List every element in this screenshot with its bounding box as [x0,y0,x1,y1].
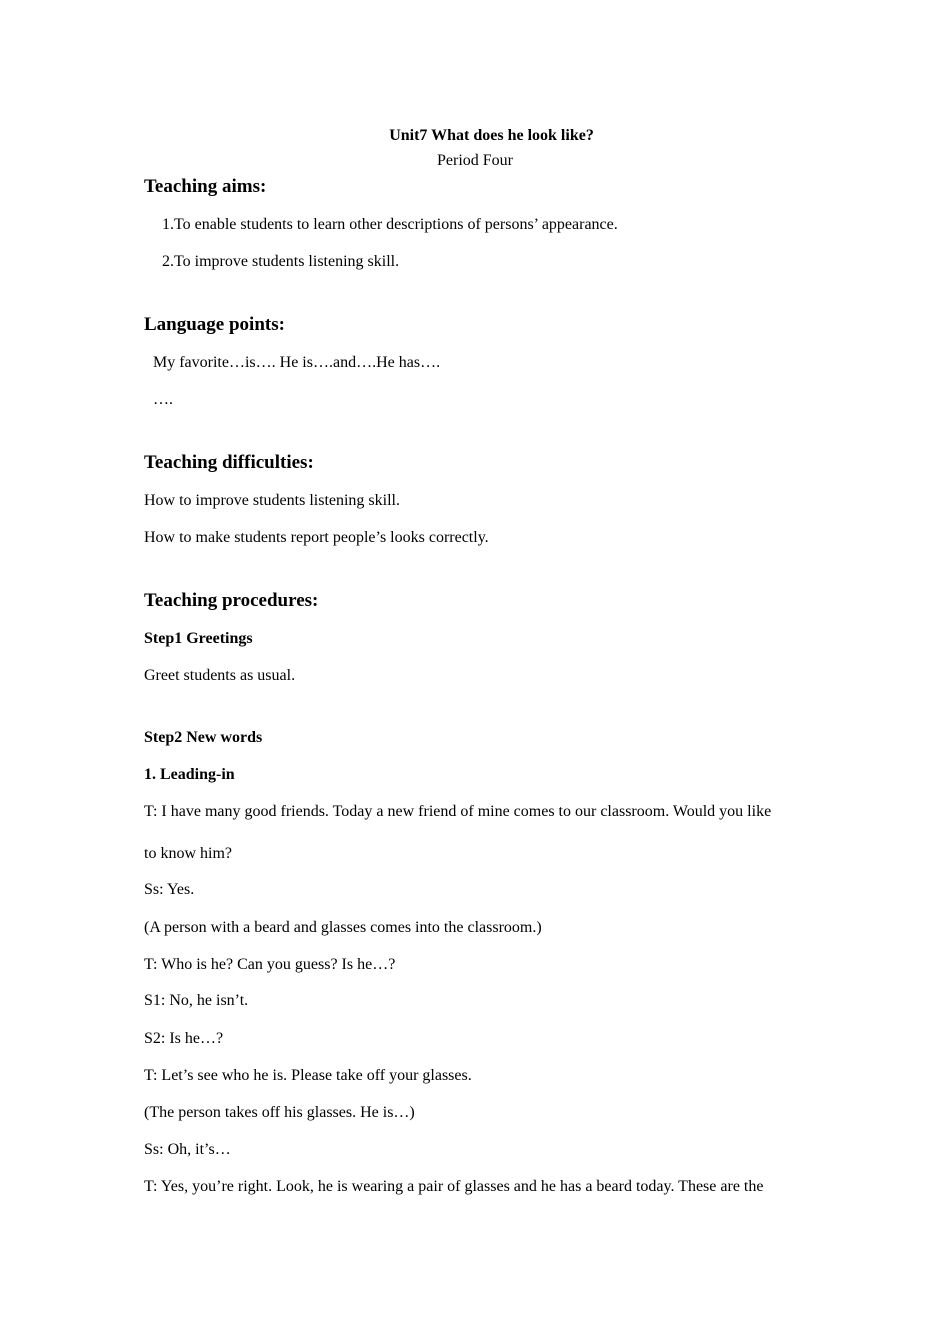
dialogue-line: T: Who is he? Can you guess? Is he…? [144,956,396,973]
teaching-difficulty-line: How to make students report people’s looks correctly. [144,529,489,546]
dialogue-line: Ss: Oh, it’s… [144,1141,231,1158]
dialogue-line: T: Let’s see who he is. Please take off your glasses. [144,1067,472,1084]
dialogue-line: S1: No, he isn’t. [144,992,249,1009]
step1-text: Greet students as usual. [144,667,296,684]
teaching-difficulties-heading: Teaching difficulties: [144,452,314,473]
teaching-procedures-heading: Teaching procedures: [144,590,319,611]
step2-subtitle: 1. Leading-in [144,766,235,783]
step2-title: Step2 New words [144,729,263,746]
document-subtitle: Period Four [437,152,513,169]
teaching-difficulty-line: How to improve students listening skill. [144,492,400,509]
dialogue-line: to know him? [144,845,232,862]
teaching-aims-heading: Teaching aims: [144,176,267,197]
dialogue-line: S2: Is he…? [144,1030,224,1047]
dialogue-line: (The person takes off his glasses. He is…) [144,1104,415,1121]
dialogue-line: (A person with a beard and glasses comes into the classroom.) [144,919,542,936]
teaching-aim-item: 1.To enable students to learn other descriptions of persons’ appearance. [162,216,618,233]
dialogue-line: Ss: Yes. [144,881,195,898]
document-title: Unit7 What does he look like? [389,127,594,144]
language-point-line: My favorite…is…. He is….and….He has…. [153,354,441,371]
teaching-aim-item: 2.To improve students listening skill. [162,253,400,270]
language-point-line: …. [153,391,173,408]
language-points-heading: Language points: [144,314,285,335]
dialogue-line: T: I have many good friends. Today a new friend of mine comes to our classroom. Would you like [144,803,772,820]
step1-title: Step1 Greetings [144,630,253,647]
dialogue-line: T: Yes, you’re right. Look, he is wearing a pair of glasses and he has a beard today. These are the [144,1178,764,1195]
